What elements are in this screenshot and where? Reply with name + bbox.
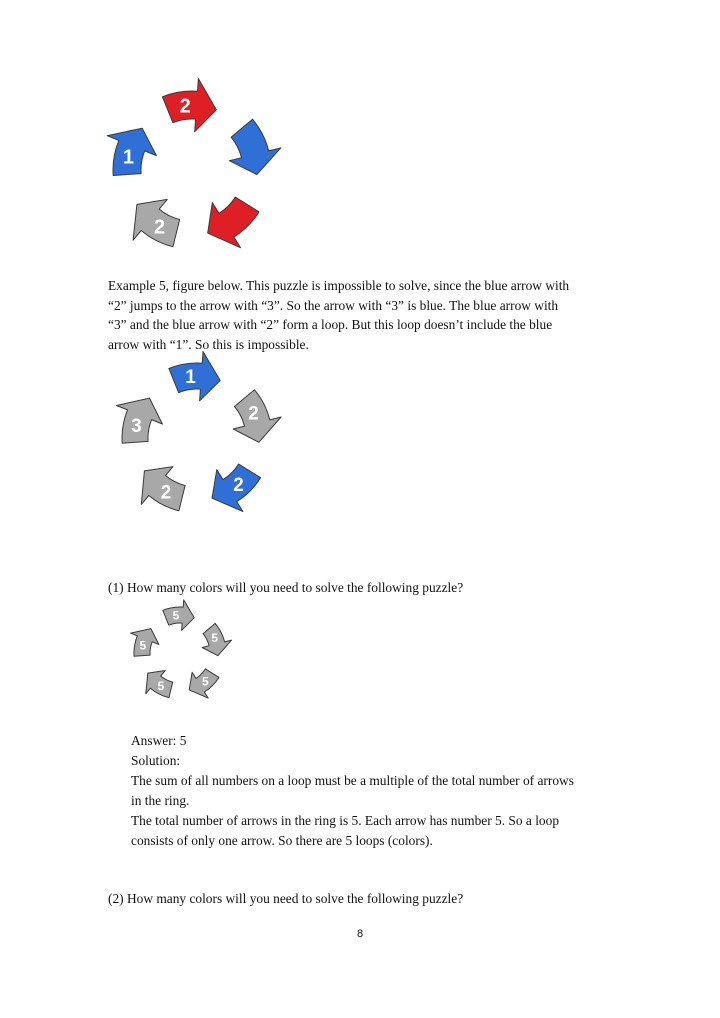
arrow-4 [146, 671, 173, 698]
question-1: (1) How many colors will you need to solve the following puzzle? [108, 580, 464, 595]
arrow-label: 2 [179, 95, 191, 118]
arrow-ring [100, 80, 290, 260]
arrow-label: 5 [172, 608, 180, 623]
example-5-text [108, 276, 618, 354]
arrow-2 [229, 119, 281, 174]
arrow-ring [105, 352, 295, 524]
arrow-label: 2 [233, 474, 244, 496]
text-line: The sum of all numbers on a loop must be a multiple of the total number of arrows [131, 773, 574, 788]
arrow-shape [208, 197, 259, 248]
text-line: The total number of arrows in the ring is 5. Each arrow has number 5. So a loop [131, 813, 560, 828]
solution-1 [131, 731, 631, 851]
arrow-label: 2 [153, 216, 166, 239]
arrow-5 [131, 629, 159, 657]
arrow-label: 2 [160, 482, 172, 504]
arrow-label: 1 [122, 146, 134, 169]
arrow-5 [117, 398, 163, 443]
figure-example-4 [100, 80, 290, 260]
arrow-label: 5 [157, 679, 165, 694]
page-number: 8 [356, 928, 364, 940]
arrow-1 [169, 352, 220, 401]
arrow-4 [141, 467, 185, 511]
arrow-label: 1 [185, 367, 196, 389]
answer-text: Answer: 5 [131, 733, 187, 748]
text-line: “2” jumps to the arrow with “3”. So the arrow with “3” is blue. The blue arrow with [108, 297, 559, 313]
arrow-3 [208, 197, 259, 248]
arrow-2 [233, 390, 281, 443]
text-line: arrow with “1”. So this is impossible. [108, 336, 309, 352]
arrow-4 [133, 199, 180, 246]
figure-question-1 [122, 598, 242, 710]
arrow-2 [202, 623, 232, 655]
text-line: consists of only one arrow. So there are 5 loops (colors). [131, 833, 433, 848]
arrow-1 [162, 79, 216, 132]
arrow-label: 5 [202, 674, 209, 689]
arrow-5 [107, 128, 156, 175]
arrow-3 [189, 669, 219, 698]
arrow-label: 5 [139, 638, 147, 653]
arrow-label: 3 [131, 415, 142, 437]
text-line: “3” and the blue arrow with “2” form a loop. But this loop doesn’t include the blue [108, 317, 553, 332]
figure-example-5 [105, 352, 295, 524]
arrow-1 [163, 600, 194, 630]
arrow-3 [212, 464, 261, 512]
solution-heading: Solution: [131, 753, 181, 768]
arrow-shape [229, 119, 281, 174]
arrow-label: 5 [211, 630, 219, 645]
arrow-ring [122, 598, 242, 710]
text-line: Example 5, figure below. This puzzle is impossible to solve, since the blue arrow with [108, 278, 570, 293]
arrow-label: 2 [248, 403, 259, 425]
text-line: in the ring. [131, 793, 190, 808]
question-2: (2) How many colors will you need to solve the following puzzle? [108, 891, 464, 906]
